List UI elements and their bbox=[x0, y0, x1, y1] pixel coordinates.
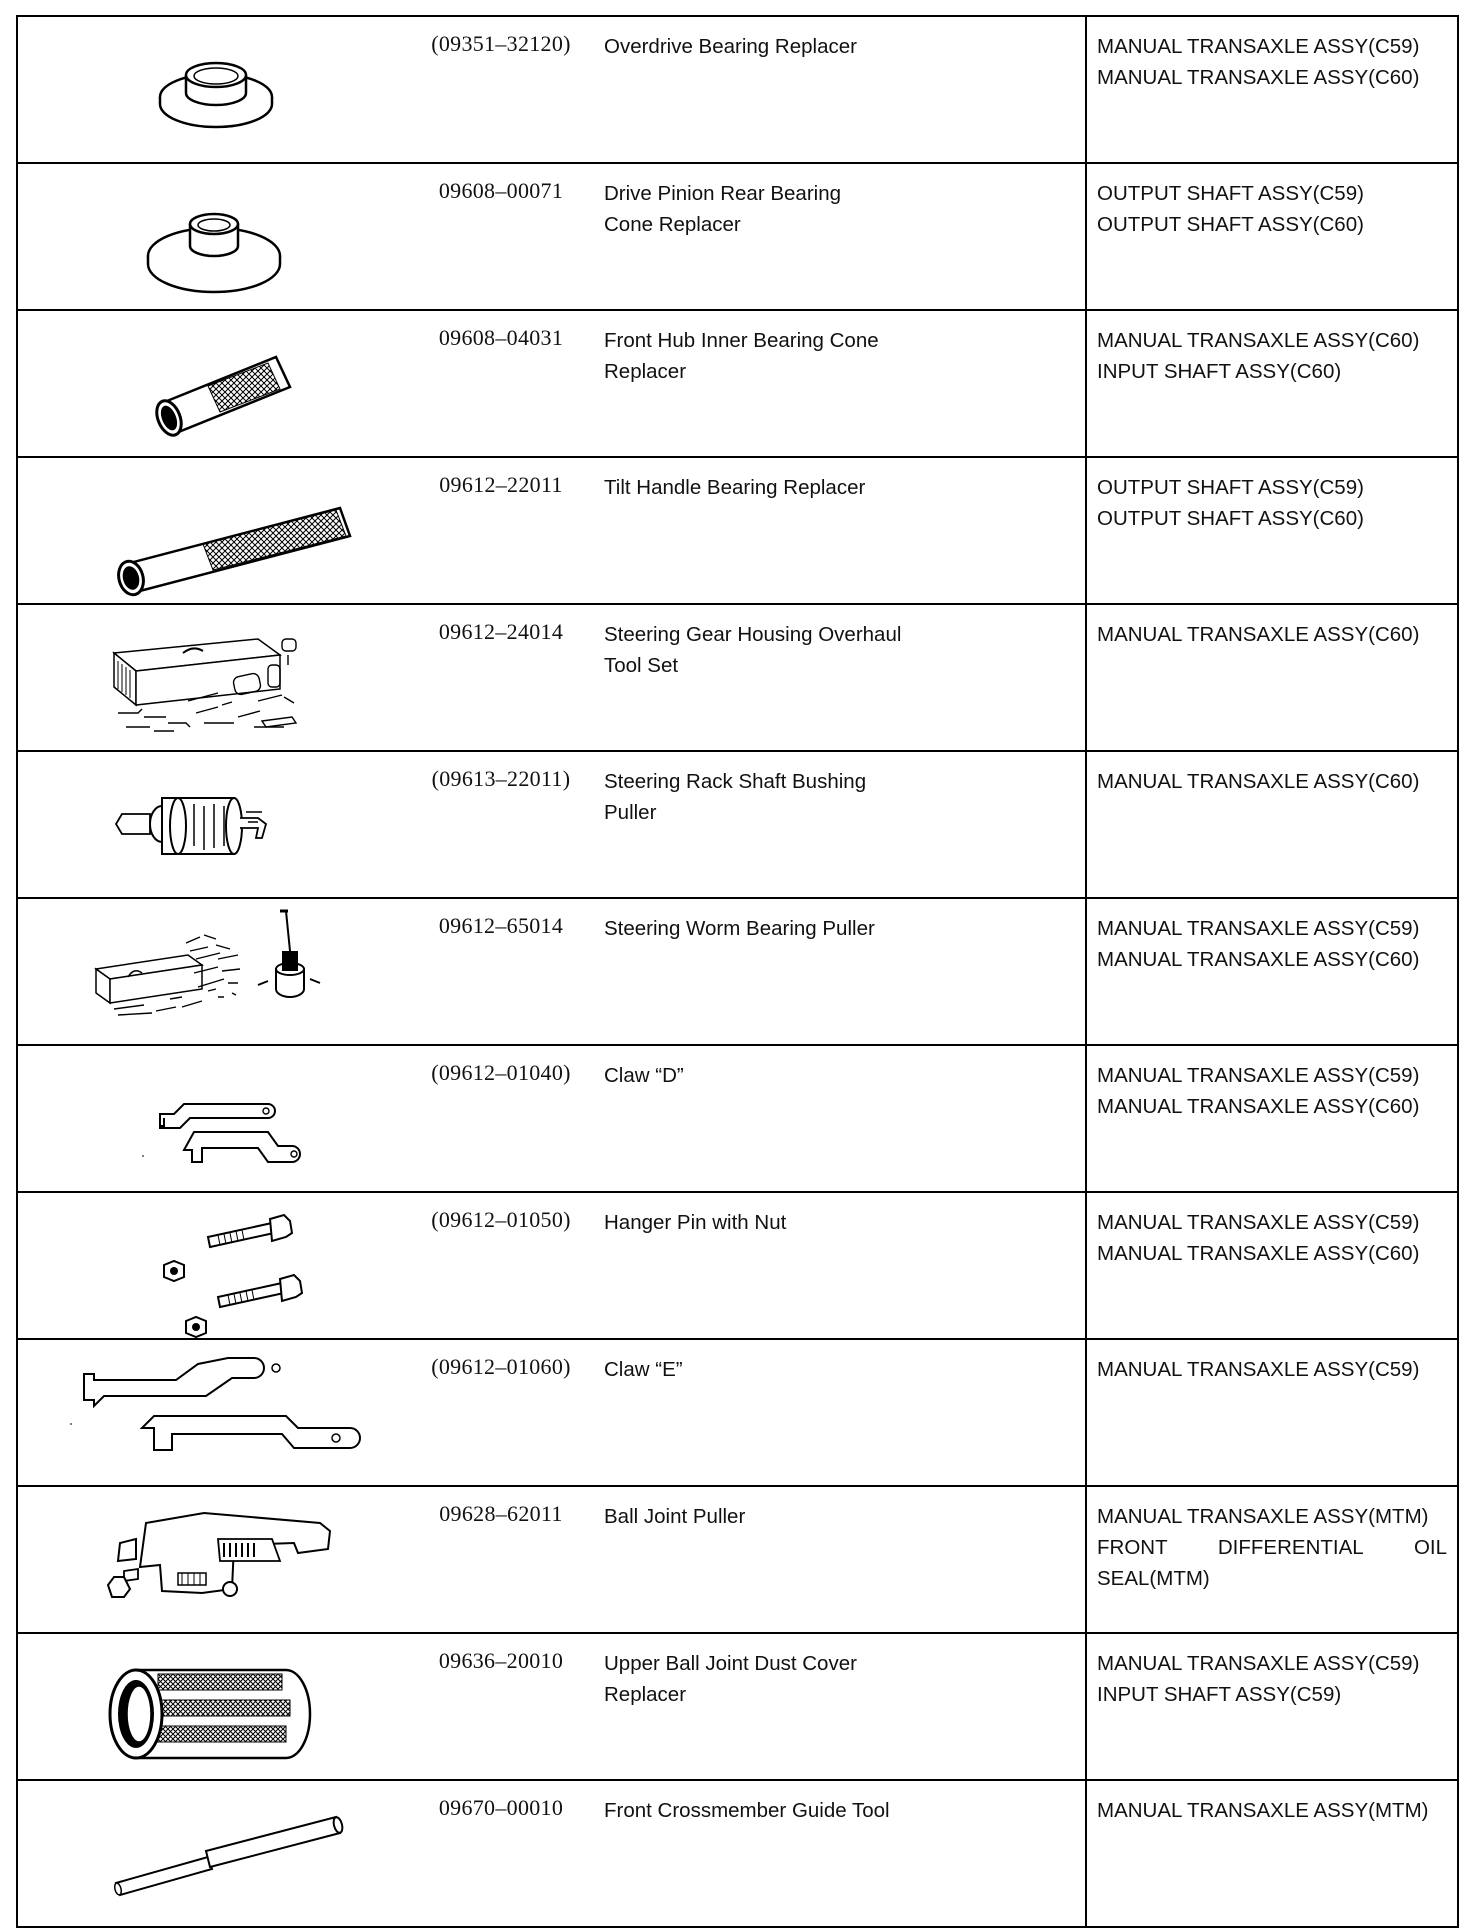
tool-info-cell bbox=[403, 163, 1086, 310]
tool-name-line: Replacer bbox=[604, 360, 687, 383]
table-row bbox=[17, 16, 1458, 163]
wide-ring-replacer-icon bbox=[18, 164, 403, 309]
tool-name bbox=[604, 913, 984, 944]
short-pipe-icon bbox=[18, 311, 403, 456]
tool-name bbox=[604, 1354, 984, 1385]
tool-name bbox=[604, 1060, 984, 1091]
part-number: 09608–04031 bbox=[438, 325, 564, 350]
table-row bbox=[17, 1633, 1458, 1780]
table-row bbox=[17, 751, 1458, 898]
tool-illustration-cell bbox=[17, 163, 403, 310]
application-line: MANUAL TRANSAXLE ASSY(C60) bbox=[1097, 329, 1420, 352]
tool-name-line: Upper Ball Joint Dust Cover bbox=[604, 1652, 857, 1675]
part-number: 09628–62011 bbox=[439, 1501, 563, 1526]
part-number: 09670–00010 bbox=[438, 1795, 564, 1820]
application-line: MANUAL TRANSAXLE ASSY(C60) bbox=[1097, 948, 1420, 971]
application-line: MANUAL TRANSAXLE ASSY(MTM) bbox=[1097, 1799, 1429, 1822]
application-line: MANUAL TRANSAXLE ASSY(C60) bbox=[1097, 1242, 1420, 1265]
application-line: MANUAL TRANSAXLE ASSY(C59) bbox=[1097, 35, 1420, 58]
tool-name-line: Steering Worm Bearing Puller bbox=[604, 917, 875, 940]
bushing-puller-icon bbox=[18, 752, 403, 897]
tool-name-line: Replacer bbox=[604, 1683, 687, 1706]
tool-name bbox=[604, 1501, 984, 1532]
tool-name bbox=[604, 325, 984, 387]
tool-illustration-cell bbox=[17, 16, 403, 163]
application-line: INPUT SHAFT ASSY(C60) bbox=[1097, 360, 1342, 383]
applications-cell bbox=[1086, 457, 1458, 604]
applications-cell bbox=[1086, 1339, 1458, 1486]
applications-cell bbox=[1086, 1045, 1458, 1192]
application-line: MANUAL TRANSAXLE ASSY(C59) bbox=[1097, 917, 1420, 940]
tool-info-cell bbox=[403, 310, 1086, 457]
table-row bbox=[17, 1045, 1458, 1192]
application-word: DIFFERENTIAL bbox=[1217, 1536, 1364, 1559]
puller-kit-icon bbox=[18, 899, 403, 1044]
applications-cell bbox=[1086, 1486, 1458, 1633]
tool-name-line: Steering Rack Shaft Bushing bbox=[604, 770, 867, 793]
part-number: 09612–24014 bbox=[438, 619, 564, 644]
tool-name bbox=[604, 1795, 984, 1826]
hanger-pin-icon bbox=[18, 1193, 403, 1338]
tool-set-case-icon bbox=[18, 605, 403, 750]
application-line: MANUAL TRANSAXLE ASSY(C60) bbox=[1097, 623, 1420, 646]
tool-name bbox=[604, 766, 984, 828]
tool-info-cell bbox=[403, 16, 1086, 163]
application-line: OUTPUT SHAFT ASSY(C60) bbox=[1097, 213, 1364, 236]
application-line: MANUAL TRANSAXLE ASSY(C59) bbox=[1097, 1211, 1420, 1234]
tool-name bbox=[604, 1207, 984, 1238]
application-line: MANUAL TRANSAXLE ASSY(C59) bbox=[1097, 1064, 1420, 1087]
claw-d-icon bbox=[18, 1046, 403, 1191]
tool-info-cell bbox=[403, 1045, 1086, 1192]
applications-cell bbox=[1086, 751, 1458, 898]
tool-name-line: Claw “E” bbox=[604, 1358, 683, 1381]
tool-name-line: Steering Gear Housing Overhaul bbox=[604, 623, 902, 646]
table-row bbox=[17, 457, 1458, 604]
tool-illustration-cell bbox=[17, 751, 403, 898]
part-number: (09351–32120) bbox=[431, 31, 571, 56]
tool-name-line: Ball Joint Puller bbox=[604, 1505, 746, 1528]
table-row bbox=[17, 1486, 1458, 1633]
tool-illustration-cell bbox=[17, 1486, 403, 1633]
applications-cell bbox=[1086, 1633, 1458, 1780]
tool-info-cell bbox=[403, 1780, 1086, 1927]
dust-cover-replacer-icon bbox=[18, 1634, 403, 1779]
tool-illustration-cell bbox=[17, 604, 403, 751]
tool-illustration-cell bbox=[17, 1045, 403, 1192]
tool-info-cell bbox=[403, 1192, 1086, 1339]
application-line: MANUAL TRANSAXLE ASSY(C59) bbox=[1097, 1358, 1420, 1381]
tool-name bbox=[604, 1648, 984, 1710]
application-line bbox=[1097, 1532, 1447, 1563]
tool-illustration-cell bbox=[17, 310, 403, 457]
application-line: INPUT SHAFT ASSY(C59) bbox=[1097, 1683, 1342, 1706]
tool-illustration-cell bbox=[17, 1339, 403, 1486]
tool-info-cell bbox=[403, 604, 1086, 751]
tool-info-cell bbox=[403, 1486, 1086, 1633]
table-row bbox=[17, 310, 1458, 457]
ball-joint-puller-icon bbox=[18, 1487, 403, 1632]
tool-info-cell bbox=[403, 1339, 1086, 1486]
table-row bbox=[17, 604, 1458, 751]
applications-cell bbox=[1086, 898, 1458, 1045]
tool-illustration-cell bbox=[17, 1192, 403, 1339]
long-pipe-icon bbox=[18, 458, 403, 603]
part-number: 09612–22011 bbox=[439, 472, 563, 497]
tool-illustration-cell bbox=[17, 457, 403, 604]
part-number: (09612–01060) bbox=[431, 1354, 571, 1379]
applications-cell bbox=[1086, 1780, 1458, 1927]
table-row bbox=[17, 898, 1458, 1045]
application-line: OUTPUT SHAFT ASSY(C60) bbox=[1097, 507, 1364, 530]
tool-name-line: Hanger Pin with Nut bbox=[604, 1211, 787, 1234]
application-word: FRONT bbox=[1097, 1536, 1168, 1559]
tool-info-cell bbox=[403, 457, 1086, 604]
special-tools-table bbox=[16, 15, 1459, 1928]
applications-cell bbox=[1086, 310, 1458, 457]
tool-name bbox=[604, 472, 984, 503]
tool-name-line: Front Hub Inner Bearing Cone bbox=[604, 329, 879, 352]
tool-name bbox=[604, 619, 984, 681]
tool-illustration-cell bbox=[17, 898, 403, 1045]
application-line: MANUAL TRANSAXLE ASSY(MTM) bbox=[1097, 1505, 1429, 1528]
application-line: MANUAL TRANSAXLE ASSY(C60) bbox=[1097, 66, 1420, 89]
applications-cell bbox=[1086, 604, 1458, 751]
application-line: MANUAL TRANSAXLE ASSY(C59) bbox=[1097, 1652, 1420, 1675]
part-number: 09612–65014 bbox=[438, 913, 564, 938]
tool-name bbox=[604, 178, 984, 240]
tool-name-line: Puller bbox=[604, 801, 657, 824]
guide-rod-icon bbox=[18, 1781, 403, 1926]
tool-name bbox=[604, 31, 984, 62]
tool-name-line: Tool Set bbox=[604, 654, 679, 677]
claw-e-icon bbox=[18, 1340, 403, 1485]
part-number: (09612–01050) bbox=[431, 1207, 571, 1232]
tool-name-line: Cone Replacer bbox=[604, 213, 741, 236]
applications-cell bbox=[1086, 163, 1458, 310]
applications-cell bbox=[1086, 1192, 1458, 1339]
tool-name-line: Overdrive Bearing Replacer bbox=[604, 35, 857, 58]
application-word: OIL bbox=[1413, 1536, 1447, 1559]
table-row bbox=[17, 1339, 1458, 1486]
part-number: (09613–22011) bbox=[431, 766, 571, 791]
tool-illustration-cell bbox=[17, 1633, 403, 1780]
table-row bbox=[17, 1192, 1458, 1339]
tool-info-cell bbox=[403, 898, 1086, 1045]
application-line: MANUAL TRANSAXLE ASSY(C60) bbox=[1097, 770, 1420, 793]
application-line: OUTPUT SHAFT ASSY(C59) bbox=[1097, 476, 1364, 499]
application-line: SEAL(MTM) bbox=[1097, 1567, 1210, 1590]
table-row bbox=[17, 163, 1458, 310]
part-number: 09636–20010 bbox=[438, 1648, 564, 1673]
tool-name-line: Front Crossmember Guide Tool bbox=[604, 1799, 890, 1822]
ring-replacer-icon bbox=[18, 17, 403, 162]
tool-name-line: Claw “D” bbox=[604, 1064, 684, 1087]
tool-name-line: Drive Pinion Rear Bearing bbox=[604, 182, 842, 205]
tool-illustration-cell bbox=[17, 1780, 403, 1927]
applications-cell bbox=[1086, 16, 1458, 163]
application-line: MANUAL TRANSAXLE ASSY(C60) bbox=[1097, 1095, 1420, 1118]
part-number: (09612–01040) bbox=[431, 1060, 571, 1085]
application-line: OUTPUT SHAFT ASSY(C59) bbox=[1097, 182, 1364, 205]
tool-info-cell bbox=[403, 1633, 1086, 1780]
table-row bbox=[17, 1780, 1458, 1927]
tool-name-line: Tilt Handle Bearing Replacer bbox=[604, 476, 866, 499]
part-number: 09608–00071 bbox=[438, 178, 564, 203]
tool-info-cell bbox=[403, 751, 1086, 898]
